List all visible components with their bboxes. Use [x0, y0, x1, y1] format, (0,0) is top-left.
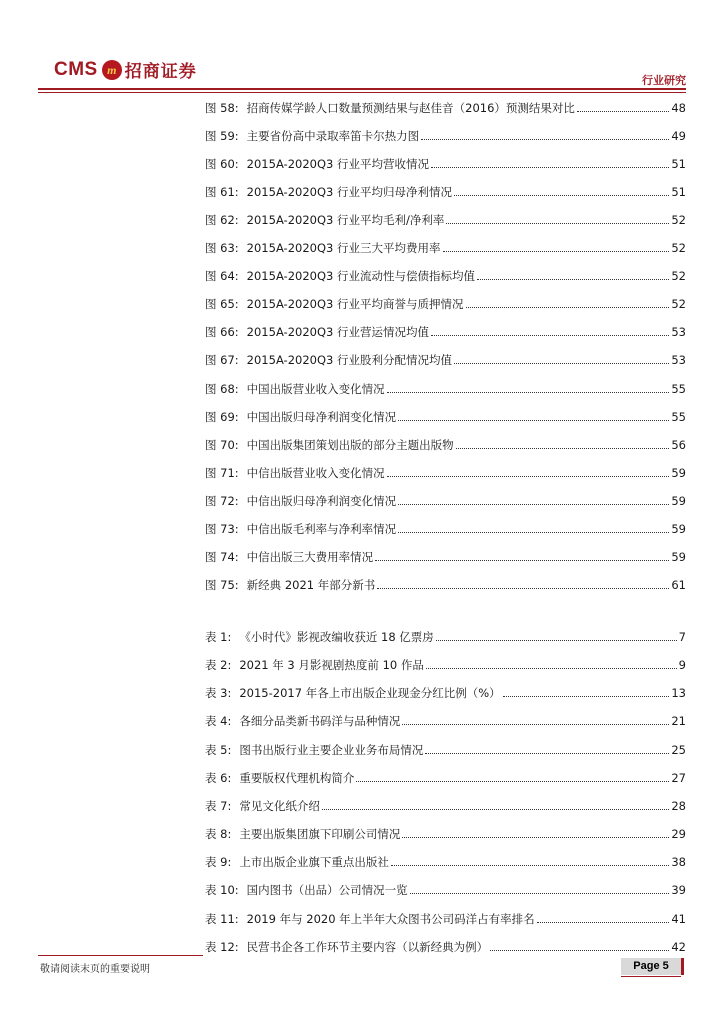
- entry-page-number: 52: [671, 269, 686, 283]
- entry-number: 表 12:: [205, 940, 239, 954]
- dot-leader: [402, 836, 669, 838]
- dot-leader: [421, 138, 669, 140]
- entry-page-number: 21: [671, 714, 686, 728]
- company-logo: [54, 57, 197, 82]
- entry-title: 中信出版毛利率与净利率情况: [246, 522, 397, 536]
- entry-number: 图 65:: [205, 297, 239, 311]
- entry-number: 图 64:: [205, 269, 239, 283]
- dot-leader: [477, 278, 669, 280]
- entry-number: 表 9:: [205, 855, 232, 869]
- entry-number: 图 68:: [205, 382, 239, 396]
- entry-title: 2015A-2020Q3 行业股利分配情况均值: [246, 353, 452, 367]
- logo-company-name: 招商证券: [124, 62, 197, 82]
- entry-number: 图 71:: [205, 466, 239, 480]
- dot-leader: [391, 864, 670, 866]
- figure-entry[interactable]: [205, 406, 686, 424]
- footer-rule: [38, 955, 203, 956]
- figure-entry[interactable]: [205, 293, 686, 311]
- dot-leader: [398, 503, 669, 505]
- entry-number: 表 2:: [205, 658, 232, 672]
- entry-number: 图 60:: [205, 157, 239, 171]
- entry-page-number: 51: [671, 157, 686, 171]
- figure-entry[interactable]: [205, 462, 686, 480]
- table-entry[interactable]: [205, 767, 686, 785]
- figure-entry[interactable]: [205, 321, 686, 339]
- entry-title: 中信出版归母净利润变化情况: [246, 494, 397, 508]
- entry-page-number: 27: [671, 771, 686, 785]
- entry-title: 主要省份高中录取率笛卡尔热力图: [246, 129, 420, 143]
- entry-number: 图 63:: [205, 241, 239, 255]
- dot-leader: [446, 222, 669, 224]
- entry-page-number: 48: [671, 101, 686, 115]
- dot-leader: [454, 194, 669, 196]
- entry-number: 表 4:: [205, 714, 232, 728]
- dot-leader: [322, 808, 670, 810]
- entry-number: 图 67:: [205, 353, 239, 367]
- entry-page-number: 59: [671, 494, 686, 508]
- figure-entry[interactable]: [205, 574, 686, 592]
- entry-page-number: 51: [671, 185, 686, 199]
- dot-leader: [398, 531, 669, 533]
- dot-leader: [490, 949, 669, 951]
- entry-title: 2015A-2020Q3 行业流动性与偿债指标均值: [246, 269, 475, 283]
- table-entry[interactable]: [205, 936, 686, 954]
- table-entry[interactable]: [205, 851, 686, 869]
- table-entry[interactable]: [205, 823, 686, 841]
- entry-title: 2015A-2020Q3 行业三大平均费用率: [246, 241, 441, 255]
- dot-leader: [431, 166, 669, 168]
- entry-page-number: 9: [678, 658, 686, 672]
- entry-title: 民营书企各工作环节主要内容（以新经典为例）: [246, 940, 489, 954]
- entry-number: 图 62:: [205, 213, 239, 227]
- dot-leader: [577, 110, 669, 112]
- figure-entry[interactable]: [205, 153, 686, 171]
- dot-leader: [356, 780, 669, 782]
- entry-title: 2015A-2020Q3 行业平均商誉与质押情况: [246, 297, 464, 311]
- footer-disclaimer-note: 敬请阅读末页的重要说明: [40, 964, 150, 975]
- entry-page-number: 52: [671, 297, 686, 311]
- dot-leader: [387, 391, 670, 393]
- logo-emblem-icon: m: [102, 60, 122, 80]
- figure-entry[interactable]: [205, 97, 686, 115]
- entry-title: 各细分品类新书码洋与品种情况: [239, 714, 401, 728]
- entry-page-number: 29: [671, 827, 686, 841]
- dot-leader: [436, 639, 677, 641]
- dot-leader: [398, 419, 669, 421]
- entry-title: 2015A-2020Q3 行业平均毛利/净利率: [246, 213, 445, 227]
- entry-page-number: 59: [671, 466, 686, 480]
- table-entry[interactable]: [205, 795, 686, 813]
- figure-entry[interactable]: [205, 546, 686, 564]
- entry-number: 图 70:: [205, 438, 239, 452]
- entry-title: 2019 年与 2020 年上半年大众图书公司码洋占有率排名: [246, 912, 535, 926]
- figure-entry[interactable]: [205, 378, 686, 396]
- entry-number: 表 6:: [205, 771, 232, 785]
- entry-page-number: 42: [671, 940, 686, 954]
- entry-page-number: 13: [671, 686, 686, 700]
- figure-entry[interactable]: [205, 209, 686, 227]
- entry-page-number: 61: [671, 578, 686, 592]
- header-rule: [38, 88, 686, 90]
- table-entry[interactable]: [205, 710, 686, 728]
- dot-leader: [410, 892, 670, 894]
- entry-title: 2015A-2020Q3 行业平均营收情况: [246, 157, 429, 171]
- entry-title: 2015A-2020Q3 行业平均归母净利情况: [246, 185, 452, 199]
- dot-leader: [456, 447, 670, 449]
- entry-number: 表 10:: [205, 883, 239, 897]
- entry-title: 中信出版三大费用率情况: [246, 550, 374, 564]
- entry-number: 表 3:: [205, 686, 232, 700]
- entry-title: 新经典 2021 年部分新书: [246, 578, 376, 592]
- figure-entry[interactable]: [205, 237, 686, 255]
- entry-page-number: 52: [671, 241, 686, 255]
- entry-page-number: 56: [671, 438, 686, 452]
- entry-number: 图 74:: [205, 550, 239, 564]
- dot-leader: [375, 559, 669, 561]
- entry-title: 中国出版营业收入变化情况: [246, 382, 385, 396]
- dot-leader: [425, 752, 669, 754]
- entry-title: 国内图书（出品）公司情况一览: [246, 883, 408, 897]
- dot-leader: [537, 921, 670, 923]
- entry-page-number: 59: [671, 522, 686, 536]
- entry-title: 常见文化纸介绍: [239, 799, 320, 813]
- entry-page-number: 7: [678, 630, 686, 644]
- table-entry[interactable]: [205, 739, 686, 757]
- figure-entry[interactable]: [205, 265, 686, 283]
- figure-entry[interactable]: [205, 518, 686, 536]
- entry-title: 中国出版归母净利润变化情况: [246, 410, 397, 424]
- table-entry[interactable]: [205, 626, 686, 644]
- entry-title: 2015A-2020Q3 行业营运情况均值: [246, 325, 429, 339]
- entry-number: 图 59:: [205, 129, 239, 143]
- entry-page-number: 25: [671, 743, 686, 757]
- entry-number: 表 8:: [205, 827, 232, 841]
- table-entry[interactable]: [205, 879, 686, 897]
- table-entry[interactable]: [205, 908, 686, 926]
- dot-leader: [454, 362, 669, 364]
- entry-page-number: 39: [671, 883, 686, 897]
- entry-number: 表 7:: [205, 799, 232, 813]
- entry-title: 2015-2017 年各上市出版企业现金分红比例（%）: [239, 686, 501, 700]
- dot-leader: [426, 667, 677, 669]
- table-entry[interactable]: [205, 682, 686, 700]
- entry-page-number: 28: [671, 799, 686, 813]
- entry-number: 表 11:: [205, 912, 239, 926]
- entry-number: 图 61:: [205, 185, 239, 199]
- entry-page-number: 38: [671, 855, 686, 869]
- dot-leader: [431, 334, 669, 336]
- entry-title: 重要版权代理机构简介: [239, 771, 355, 785]
- dot-leader: [402, 723, 669, 725]
- entry-title: 招商传媒学龄人口数量预测结果与赵佳音（2016）预测结果对比: [246, 101, 575, 115]
- entry-page-number: 55: [671, 410, 686, 424]
- dot-leader: [466, 306, 670, 308]
- entry-number: 图 58:: [205, 101, 239, 115]
- table-entry[interactable]: [205, 654, 686, 672]
- entry-number: 图 72:: [205, 494, 239, 508]
- entry-title: 2021 年 3 月影视剧热度前 10 作品: [239, 658, 424, 672]
- page-badge-underline: [621, 976, 681, 977]
- logo-cms-text: CMS: [54, 58, 98, 80]
- dot-leader: [377, 587, 669, 589]
- dot-leader: [443, 250, 670, 252]
- figure-entry[interactable]: [205, 125, 686, 143]
- entry-title: 《小时代》影视改编收获近 18 亿票房: [239, 630, 434, 644]
- entry-page-number: 55: [671, 382, 686, 396]
- entry-title: 主要出版集团旗下印刷公司情况: [239, 827, 401, 841]
- entry-number: 表 5:: [205, 743, 232, 757]
- entry-number: 图 69:: [205, 410, 239, 424]
- entry-number: 图 73:: [205, 522, 239, 536]
- dot-leader: [387, 475, 670, 477]
- entry-title: 中信出版营业收入变化情况: [246, 466, 385, 480]
- entry-page-number: 53: [671, 325, 686, 339]
- figure-entry[interactable]: [205, 490, 686, 508]
- entry-page-number: 59: [671, 550, 686, 564]
- figure-entry[interactable]: [205, 349, 686, 367]
- entry-page-number: 41: [671, 912, 686, 926]
- entry-number: 表 1:: [205, 630, 232, 644]
- entry-number: 图 75:: [205, 578, 239, 592]
- entry-page-number: 52: [671, 213, 686, 227]
- entry-number: 图 66:: [205, 325, 239, 339]
- entry-title: 上市出版企业旗下重点出版社: [239, 855, 389, 869]
- page-header: [0, 0, 724, 95]
- header-rule-thin: [38, 92, 686, 93]
- section-label: 行业研究: [642, 74, 686, 87]
- figure-entry[interactable]: [205, 434, 686, 452]
- dot-leader: [503, 695, 670, 697]
- entry-page-number: 53: [671, 353, 686, 367]
- page-number-badge: Page 5: [621, 958, 684, 975]
- entry-title: 图书出版行业主要企业业务布局情况: [239, 743, 424, 757]
- figure-entry[interactable]: [205, 181, 686, 199]
- entry-page-number: 49: [671, 129, 686, 143]
- entry-title: 中国出版集团策划出版的部分主题出版物: [246, 438, 454, 452]
